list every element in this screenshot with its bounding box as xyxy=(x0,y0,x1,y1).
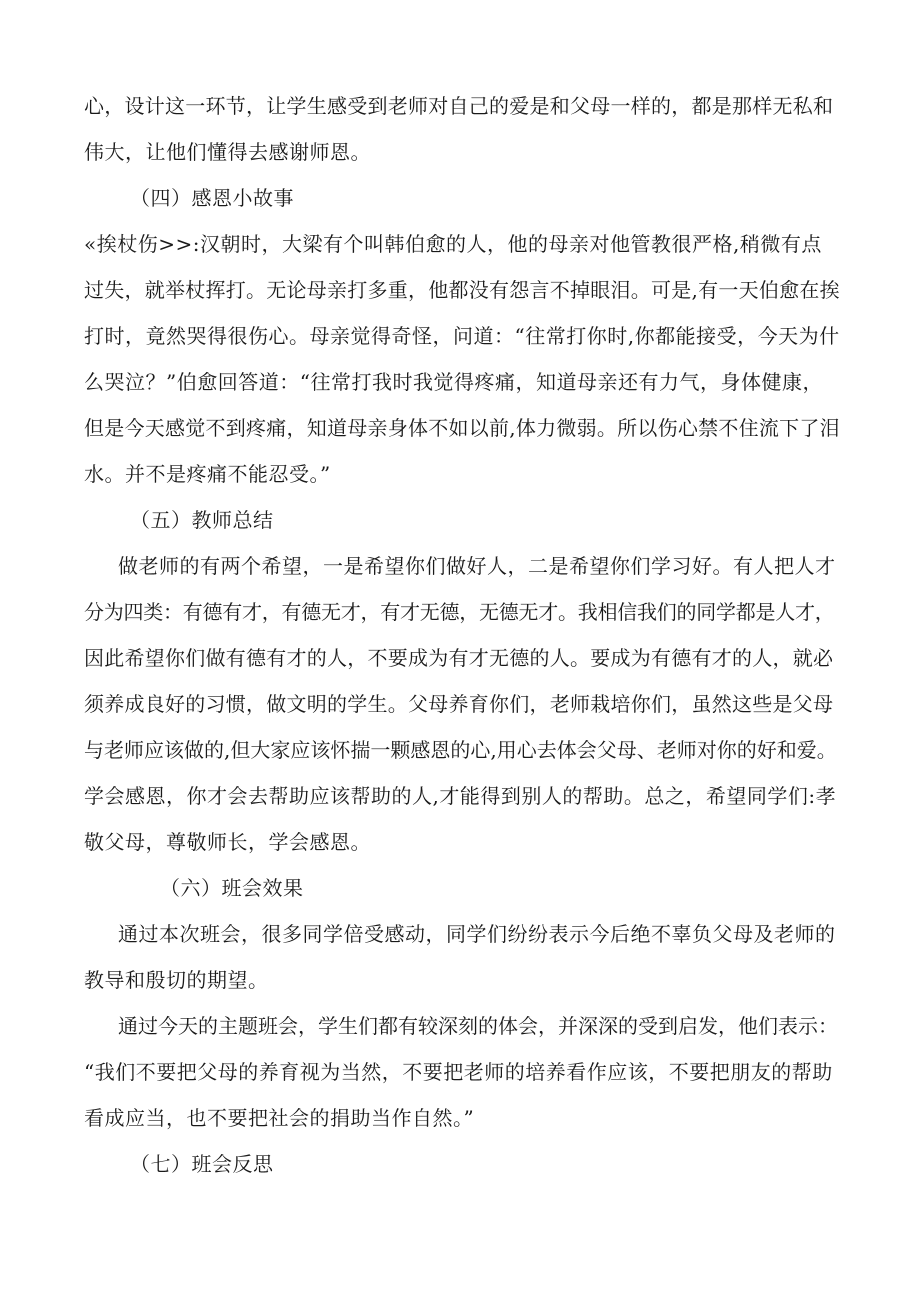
intro-paragraph-line-2: 伟大，让他们懂得去感谢师恩。 xyxy=(84,140,371,164)
story-paragraph-line-6: 水。并不是疼痛不能忍受。” xyxy=(84,462,331,486)
effect-paragraph-2-line-3: 看成应当，也不要把社会的捐助当作自然。” xyxy=(84,1106,475,1130)
section-heading-5: （五）教师总结 xyxy=(130,508,274,532)
summary-paragraph-line-6: 学会感恩，你才会去帮助应该帮助的人,才能得到别人的帮助。总之，希望同学们:孝 xyxy=(84,784,837,808)
summary-paragraph-line-5: 与老师应该做的,但大家应该怀揣一颗感恩的心,用心去体会父母、老师对你的好和爱。 xyxy=(84,738,837,762)
section-heading-4: （四）感恩小故事 xyxy=(130,186,294,210)
effect-paragraph-2-line-2: “我们不要把父母的养育视为当然，不要把老师的培养看作应该，不要把朋友的帮助 xyxy=(84,1060,833,1084)
story-paragraph-line-2: 过失，就举杖挥打。无论母亲打多重，他都没有怨言不掉眼泪。可是,有一天伯愈在挨 xyxy=(84,278,840,302)
summary-paragraph-line-3: 因此希望你们做有德有才的人，不要成为有才无德的人。要成为有德有才的人，就必 xyxy=(84,646,834,670)
story-paragraph-line-1: «挨杖伤>>:汉朝时，大梁有个叫韩伯愈的人，他的母亲对他管教很严格,稍微有点 xyxy=(84,232,822,256)
intro-paragraph-line-1: 心，设计这一环节，让学生感受到老师对自己的爱是和父母一样的，都是那样无私和 xyxy=(84,94,834,118)
story-paragraph-line-5: 但是今天感觉不到疼痛，知道母亲身体不如以前,体力微弱。所以伤心禁不住流下了泪 xyxy=(84,416,840,440)
effect-paragraph-1-line-1: 通过本次班会，很多同学倍受感动，同学们纷纷表示今后绝不辜负父母及老师的 xyxy=(118,922,836,946)
effect-paragraph-2-line-1: 通过今天的主题班会，学生们都有较深刻的体会，并深深的受到启发，他们表示： xyxy=(118,1014,838,1038)
effect-paragraph-1-line-2: 教导和殷切的期望。 xyxy=(84,968,269,992)
section-heading-7: （七）班会反思 xyxy=(130,1152,274,1176)
summary-paragraph-line-2: 分为四类：有德有才，有德无才，有才无德，无德无才。我相信我们的同学都是人才， xyxy=(84,600,835,624)
summary-paragraph-line-1: 做老师的有两个希望，一是希望你们做好人，二是希望你们学习好。有人把人才 xyxy=(118,554,836,578)
section-heading-6: （六）班会效果 xyxy=(160,876,304,900)
summary-paragraph-line-4: 须养成良好的习惯，做文明的学生。父母养育你们，老师栽培你们，虽然这些是父母 xyxy=(84,692,834,716)
summary-paragraph-line-7: 敬父母，尊敬师长，学会感恩。 xyxy=(84,830,371,854)
story-paragraph-line-4: 么哭泣？”伯愈回答道：“往常打我时我觉得疼痛，知道母亲还有力气，身体健康， xyxy=(84,370,823,394)
story-paragraph-line-3: 打时，竟然哭得很伤心。母亲觉得奇怪，问道：“往常打你时,你都能接受，今天为什 xyxy=(84,324,840,348)
